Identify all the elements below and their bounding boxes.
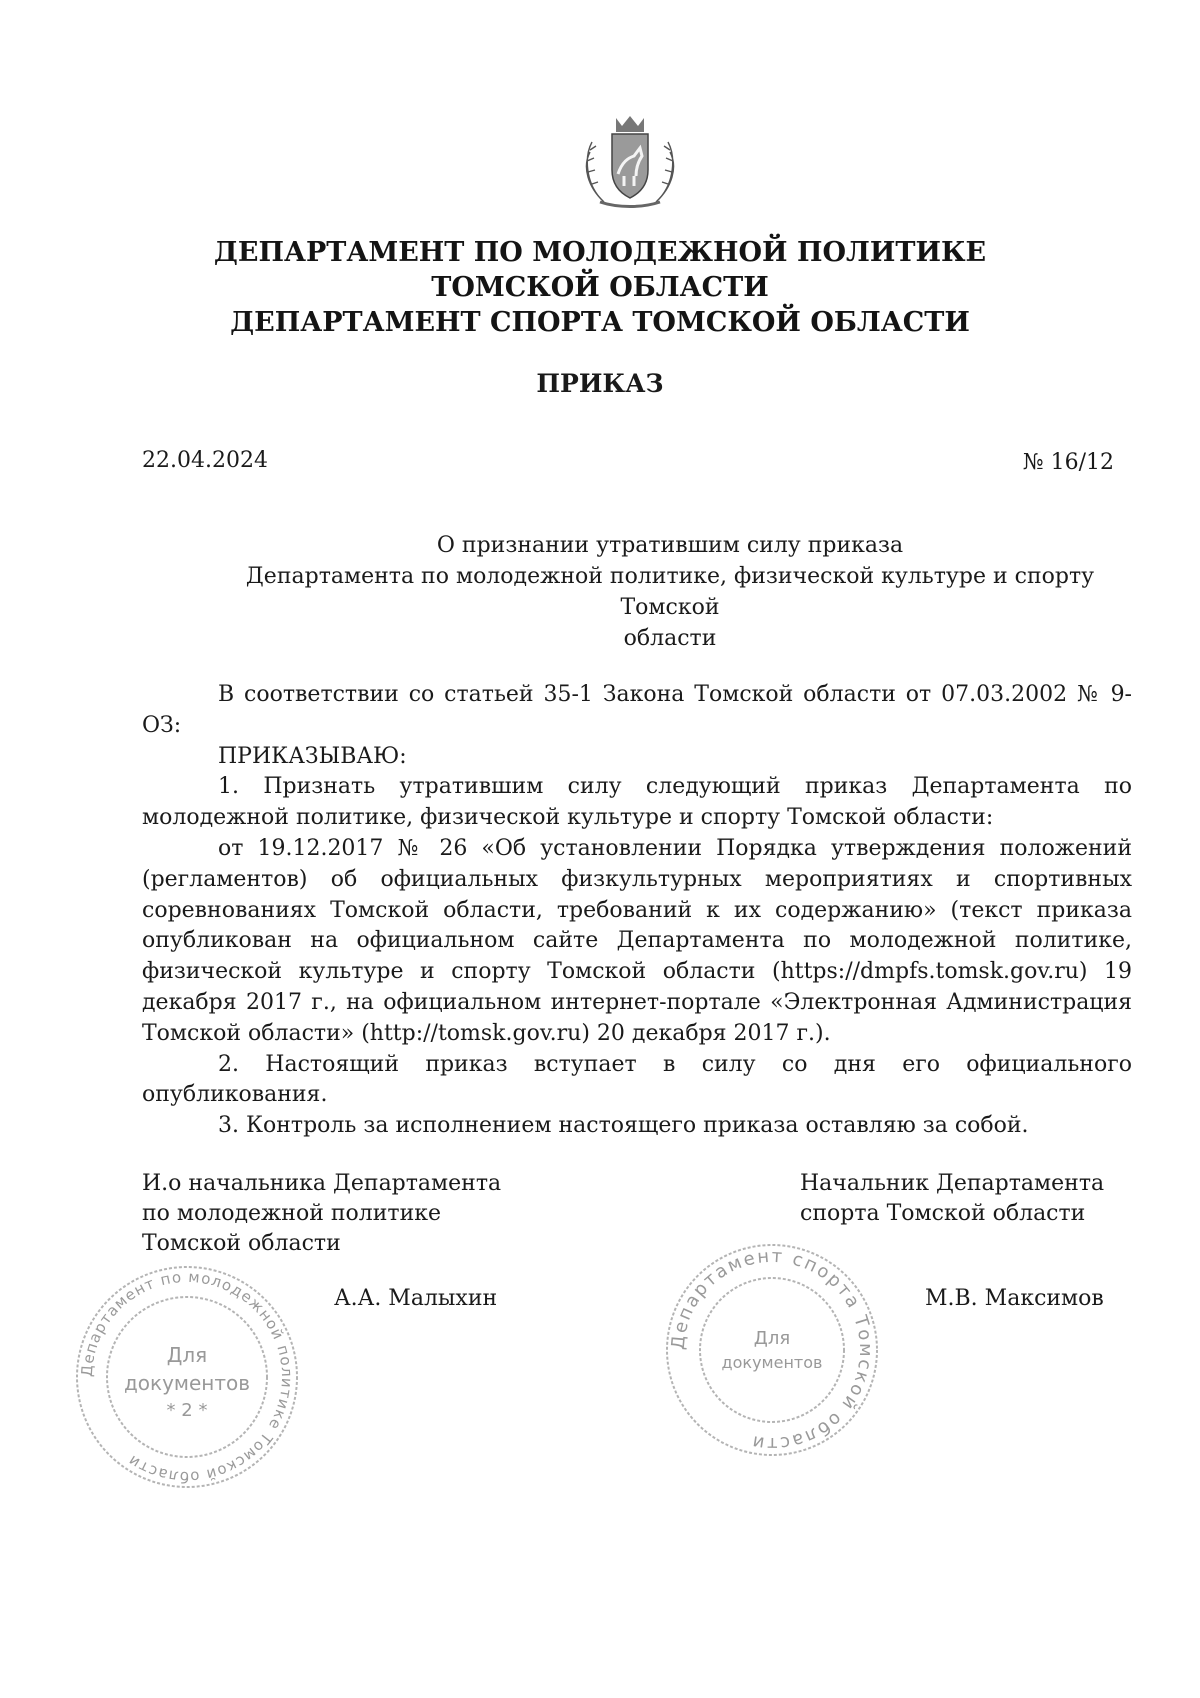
stamp-right-ring-text: Департамент спорта Томской области xyxy=(667,1245,877,1455)
signature-block-right xyxy=(800,1169,1104,1229)
body-item-1: 1. Признать утратившим силу следующий приказ Департамента по молодежной политике, физической культуре и спорту Томской области: xyxy=(142,774,1132,831)
stamp-left-center-2: документов xyxy=(123,1371,251,1395)
document-body xyxy=(142,680,1132,1142)
body-item-2: 2. Настоящий приказ вступает в силу со дня его официального опубликования. xyxy=(142,1051,1132,1108)
signer-left-title-3: Томской области xyxy=(142,1231,341,1256)
body-intro: В соответствии со статьей 35-1 Закона Томской области от 07.03.2002 № 9-ОЗ: xyxy=(142,682,1132,738)
department-name-line-2: ТОМСКОЙ ОБЛАСТИ xyxy=(431,272,769,303)
title-line-3: области xyxy=(623,626,717,651)
stamp-right-center-1: Для xyxy=(753,1328,791,1349)
body-item-1-detail: от 19.12.2017 № 26 «Об установлении Порядка утверждения положений (регламентов) об официальных физкультурных мероприятиях и спортивных соревнованиях Томской области, требований к их содержанию» (текст приказа опубликован на официальном сайте Департамента по молодежной политике, физической культуре и спорту Томской области (https://dmpfs.tomsk.gov.ru) 19 декабря 2017 г., на официальном интернет-портале «Электронная Администрация Томской области» (http://tomsk.gov.ru) 20 декабря 2017 г.). xyxy=(142,835,1132,1046)
signer-left-name: А.А. Малыхин xyxy=(334,1286,498,1311)
title-line-1: О признании утратившим силу приказа xyxy=(436,533,904,558)
signer-right-title-1: Начальник Департамента xyxy=(800,1171,1105,1196)
stamp-left-ring-text: Департамент по молодежной политике Томской области xyxy=(77,1267,297,1487)
document-title xyxy=(210,530,1130,654)
stamp-left-center-1: Для xyxy=(166,1343,208,1367)
signer-right-name: М.В. Максимов xyxy=(925,1286,1104,1311)
stamp-left-center-3: * 2 * xyxy=(166,1400,208,1421)
coat-of-arms-icon xyxy=(578,112,682,214)
document-type: ПРИКАЗ xyxy=(536,369,664,398)
body-item-3: 3. Контроль за исполнением настоящего приказа оставляю за собой. xyxy=(218,1113,1029,1139)
signer-left-title-1: И.о начальника Департамента xyxy=(142,1171,502,1196)
department-name-line-3: ДЕПАРТАМЕНТ СПОРТА ТОМСКОЙ ОБЛАСТИ xyxy=(230,307,970,338)
signature-block-left xyxy=(142,1169,501,1259)
stamp-right xyxy=(662,1240,882,1460)
document-date: 22.04.2024 xyxy=(142,448,268,473)
signer-right-title-2: спорта Томской области xyxy=(800,1201,1086,1226)
department-name-line-1: ДЕПАРТАМЕНТ ПО МОЛОДЕЖНОЙ ПОЛИТИКЕ xyxy=(213,237,987,268)
body-order-word: ПРИКАЗЫВАЮ: xyxy=(218,743,407,769)
stamp-left xyxy=(72,1262,302,1492)
document-number: № 16/12 xyxy=(1022,450,1114,475)
stamp-right-center-2: документов xyxy=(721,1353,823,1372)
title-line-2: Департамента по молодежной политике, физической культуре и спорту Томской xyxy=(245,564,1095,620)
signer-left-title-2: по молодежной политике xyxy=(142,1201,441,1226)
